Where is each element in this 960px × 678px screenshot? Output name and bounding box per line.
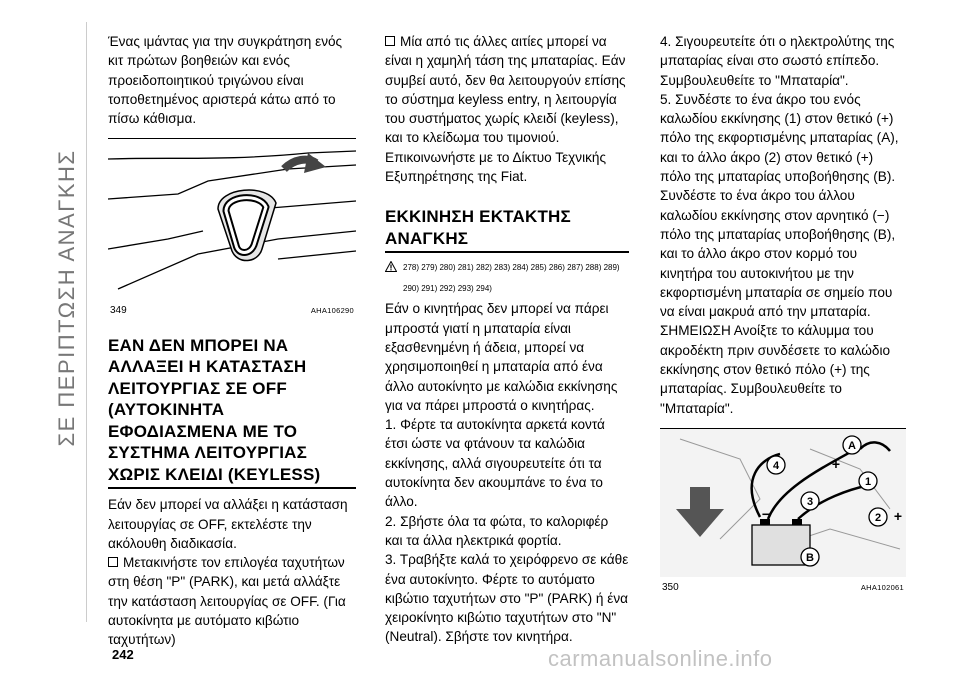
step-4: 4. Σιγουρευτείτε ότι ο ηλεκτρολύτης της μπαταρίας είναι στο σωστό επίπεδο. Συμβουλευθείτε το "Μπαταρία". — [660, 34, 895, 88]
step-3: 3. Τραβήξτε καλά το χειρόφρενο σε κάθε ένα αυτοκίνητο. Φέρτε το αυτόματο κιβώτιο ταχυτήτων στο "P" (PARK) ή ένα χειροκίνητο κιβώτιο ταχυτήτων στο "N" (Neutral). Σβήστε τον κινητήρα. — [385, 552, 629, 645]
step-2: 2. Σβήστε όλα τα φώτα, το καλοριφέρ και τα άλλα ηλεκτρικά φορτία. — [385, 513, 609, 548]
watermark: carmanualsonline.info — [548, 646, 773, 671]
plus-sign: + — [893, 507, 903, 524]
note-paragraph: ΣΗΜΕΙΩΣΗ Ανοίξτε το κάλυμμα του ακροδέκτη πριν συνδέσετε το καλώδιο εκκίνησης στον θετικό πόλο (+) της μπαταρίας. Συμβουλευθείτε το "Μπαταρία". — [660, 323, 891, 416]
column-1 — [108, 32, 356, 650]
minus-sign: − — [761, 505, 771, 522]
side-divider — [86, 22, 87, 622]
heading-underline — [108, 487, 356, 489]
body-paragraph: Εάν ο κινητήρας δεν μπορεί να πάρει μπροστά γιατί η μπαταρία είναι εξασθενημένη ή άδεια, μπορεί να χρησιμοποιηθεί η μπαταρία από ένα άλλο αυτοκίνητο με καλώδια εκκίνησης για να πάρει μπροστά ο κινητήρας. — [385, 301, 618, 413]
column-2 — [385, 32, 629, 647]
column-3 — [660, 32, 906, 594]
label-2: 2 — [874, 511, 882, 524]
warning-reference-list: 278) 279) 280) 281) 282) 283) 284) 285) 286) 287) 288) 289) 290) 291) 292) 293) 294) — [403, 263, 620, 294]
section-heading: ΕΚΚΙΝΗΣΗ ΕΚΤΑΚΤΗΣ ΑΝΑΓΚΗΣ — [385, 207, 571, 248]
page-number: 242 — [112, 647, 134, 662]
checkbox-paragraph-text: Μία από τις άλλες αιτίες μπορεί να είναι η χαμηλή τάση της μπαταρίας. Εάν συμβεί αυτό, δεν θα λειτουργούν επίσης το σύστημα keyless entry, η λειτουργία του συστήματος χωρίς κλειδί (keyless), και το κλείδωμα του τιμονιού. Επικοινωνήστε με το Δίκτυο Τεχνικής Εξυπηρέτησης της Fiat. — [385, 34, 626, 185]
label-1: 1 — [864, 475, 872, 488]
label-A: A — [848, 439, 856, 452]
chapter-side-tab — [52, 18, 82, 578]
figure-350 — [660, 428, 906, 594]
seat-strap-illustration — [108, 139, 356, 299]
checkbox-icon — [385, 36, 395, 46]
checkbox-paragraph — [385, 32, 629, 186]
warning-references — [385, 257, 629, 299]
step-5: 5. Συνδέστε το ένα άκρο του ενός καλωδίου εκκίνησης (1) στον θετικό (+) πόλο της εκφορτισμένης μπαταρίας (A), και το άλλο άκρο (2) στον θετικό (+) πόλο της μπαταρίας υποβοήθησης (B). — [660, 91, 899, 185]
step-1: 1. Φέρτε τα αυτοκίνητα αρκετά κοντά έτσι ώστε να φτάνουν τα καλώδια εκκίνησης, αλλά σιγουρευτείτε ότι τα αυτοκίνητα δεν ακουμπάνε το ένα το άλλο. — [385, 417, 605, 510]
body-paragraph: Εάν δεν μπορεί να αλλάξει η κατάσταση λειτουργίας σε OFF, εκτελέστε την ακόλουθη διαδικασία. — [108, 497, 348, 551]
heading-underline — [385, 251, 629, 253]
step-5-continued: Συνδέστε το ένα άκρο του άλλου καλωδίου εκκίνησης στον αρνητικό (−) πόλο της μπαταρίας υποβοήθησης (B), και το άλλο άκρο στον κορμό του κινητήρα του αυτοκινήτου με την εκφορτισμένη μπαταρία σε σημείο που να είναι μακρυά από την μπαταρία. — [660, 188, 896, 320]
warning-triangle-icon — [385, 261, 397, 272]
label-4: 4 — [772, 459, 780, 472]
checkbox-icon — [108, 557, 118, 567]
checkbox-paragraph-text: Μετακινήστε τον επιλογέα ταχυτήτων στη θέση "P" (PARK), και μετά αλλάξτε την κατάσταση λειτουργίας σε OFF. (Για αυτοκίνητα με αυτόματο κιβώτιο ταχυτήτων) — [108, 555, 346, 648]
checkbox-paragraph — [108, 553, 356, 649]
figure-349 — [108, 138, 356, 316]
figure-reference: AHA102061 — [860, 583, 904, 593]
jump-start-illustration — [660, 429, 906, 577]
intro-paragraph: Ένας ιμάντας για την συγκράτηση ενός κιτ πρώτων βοηθειών και ενός προειδοποιητικού τριγώνου είναι τοποθετημένος αριστερά κάτω από το πίσω κάθισμα. — [108, 34, 343, 127]
label-B: B — [806, 551, 814, 564]
figure-reference: AHA106290 — [310, 305, 354, 315]
figure-number: 350 — [662, 582, 679, 594]
label-3: 3 — [806, 495, 814, 508]
chapter-title: ΣΕ ΠΕΡΙΠΤΩΣΗ ΑΝΑΓΚΗΣ — [54, 149, 79, 447]
figure-number: 349 — [110, 304, 127, 316]
plus-sign: + — [831, 455, 841, 472]
section-heading: ΕΑΝ ΔΕΝ ΜΠΟΡΕΙ ΝΑ ΑΛΛΑΞΕΙ Η ΚΑΤΑΣΤΑΣΗ ΛΕΙΤΟΥΡΓΙΑΣ ΣΕ OFF (ΑΥΤΟΚΙΝΗΤΑ ΕΦΟΔΙΑΣΜΕΝΑ ΜΕ ΤΟ ΣΥΣΤΗΜΑ ΛΕΙΤΟΥΡΓΙΑΣ ΧΩΡΙΣ ΚΛΕΙΔΙ (KEYLESS) — [108, 335, 321, 484]
